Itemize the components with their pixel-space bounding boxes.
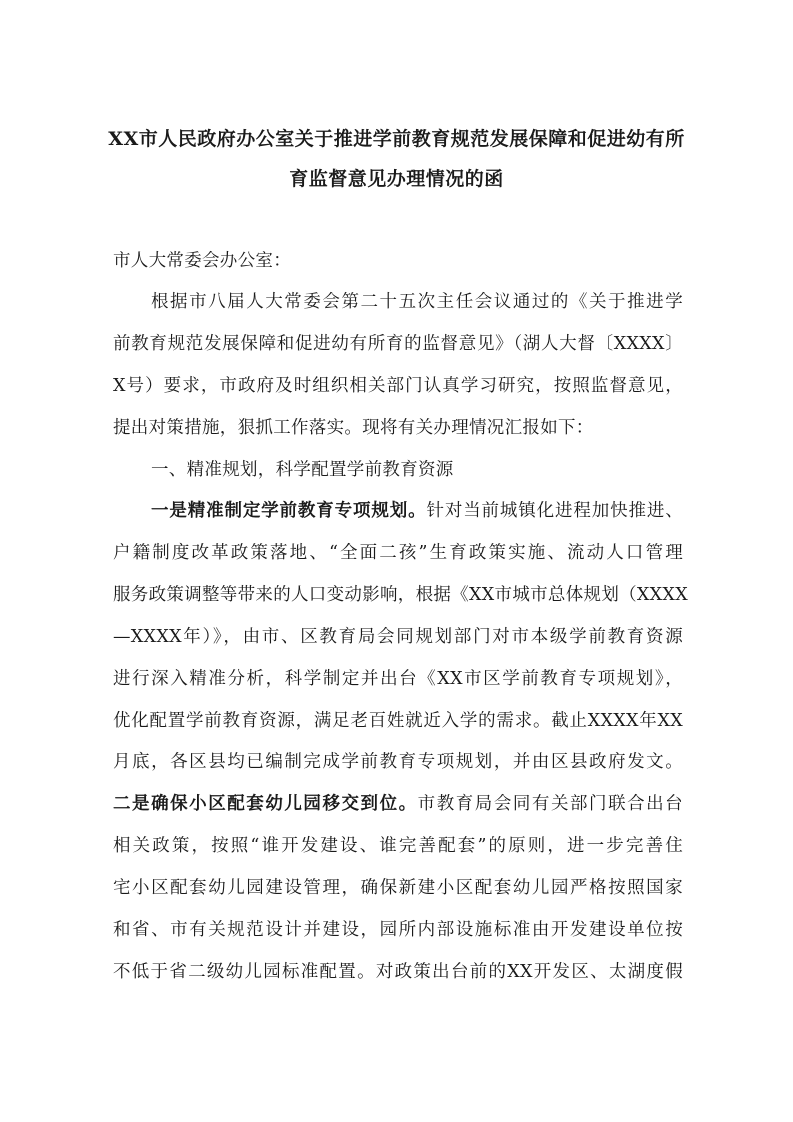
- point-lead: 一是精准制定学前教育专项规划。: [151, 501, 427, 521]
- body-line: 相关政策，按照“谁开发建设、谁完善配套”的原则，进一步完善住: [113, 836, 683, 856]
- intro-line: X号）要求，市政府及时组织相关部门认真学习研究，按照监督意见，: [113, 376, 683, 396]
- point-text: 市教育局会同有关部门联合出台: [417, 794, 683, 814]
- section-heading: 一、精准规划，科学配置学前教育资源: [151, 460, 454, 480]
- document-title: [100, 119, 693, 199]
- body-line: 宅小区配套幼儿园建设管理，确保新建小区配套幼儿园严格按照国家: [113, 878, 683, 898]
- body-line: —XXXX年）》，由市、区教育局会同规划部门对市本级学前教育资源: [113, 627, 683, 647]
- point-first-line: [113, 792, 683, 816]
- body-line: 户籍制度改革政策落地、“全面二孩”生育政策实施、流动人口管理: [113, 543, 683, 563]
- body-line: 不低于省二级幼儿园标准配置。对政策出台前的XX开发区、太湖度假: [113, 962, 683, 982]
- intro-line: 根据市八届人大常委会第二十五次主任会议通过的《关于推进学: [151, 292, 683, 312]
- body-line: 服务政策调整等带来的人口变动影响，根据《XX市城市总体规划（XXXX: [113, 585, 688, 605]
- intro-line: 提出对策措施，狠抓工作落实。现将有关办理情况汇报如下：: [113, 418, 594, 438]
- point-first-line: [151, 499, 683, 523]
- point-lead: 二是确保小区配套幼儿园移交到位。: [113, 794, 418, 814]
- point-text: 针对当前城镇化进程加快推进、: [426, 501, 684, 521]
- salutation: 市人大常委会办公室：: [113, 251, 291, 271]
- body-line: 和省、市有关规范设计并建设，园所内部设施标准由开发建设单位按: [113, 920, 683, 940]
- body-line: 进行深入精准分析，科学制定并出台《XX市区学前教育专项规划》，: [113, 669, 683, 689]
- body-line: 月底，各区县均已编制完成学前教育专项规划，并由区县政府发文。: [113, 752, 683, 772]
- title-line-1: XX市人民政府办公室关于推进学前教育规范发展保障和促进幼有所: [108, 128, 685, 150]
- body-line: 优化配置学前教育资源，满足老百姓就近入学的需求。截止XXXX年XX: [113, 711, 683, 731]
- intro-line: 前教育规范发展保障和促进幼有所育的监督意见》（湖人大督〔XXXX〕: [113, 334, 683, 354]
- title-line-2: 育监督意见办理情况的函: [289, 168, 504, 190]
